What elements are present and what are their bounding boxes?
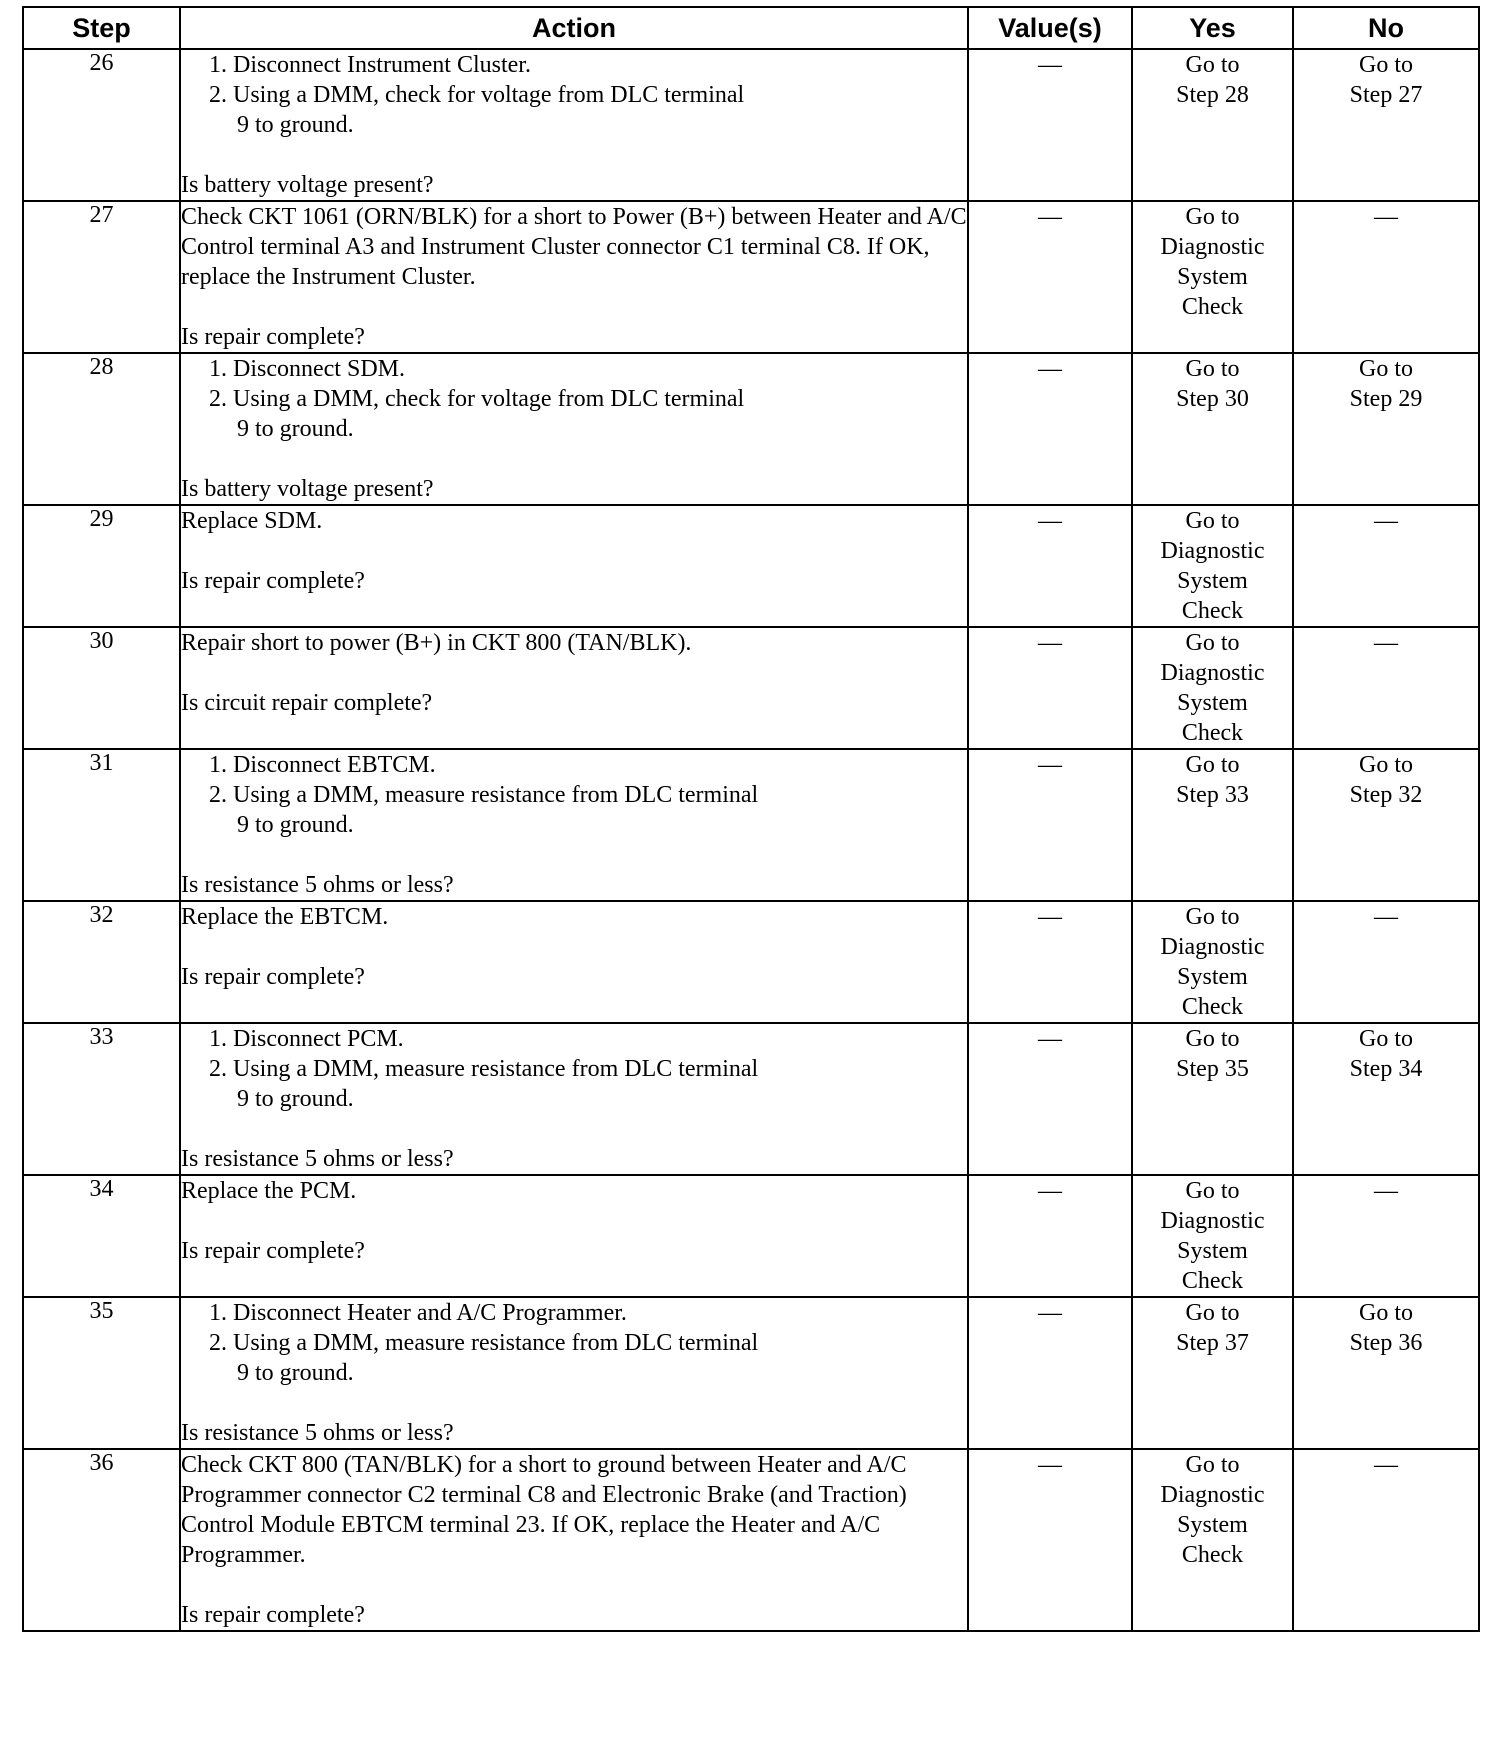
step-number: 30 <box>23 627 180 749</box>
spacer <box>181 292 967 322</box>
no-cell: — <box>1293 505 1479 627</box>
action-step: 2. Using a DMM, check for voltage from DLC terminal 9 to ground. <box>209 384 967 444</box>
value-cell: — <box>968 49 1132 201</box>
step-number: 28 <box>23 353 180 505</box>
table-row <box>23 201 1479 353</box>
action-cell <box>180 901 968 1023</box>
no-cell: — <box>1293 627 1479 749</box>
table-row <box>23 749 1479 901</box>
spacer <box>181 932 967 962</box>
value-cell: — <box>968 749 1132 901</box>
action-cell <box>180 49 968 201</box>
action-step: 1. Disconnect SDM. <box>209 356 405 382</box>
action-question: Is resistance 5 ohms or less? <box>181 872 454 898</box>
action-question: Is repair complete? <box>181 568 365 594</box>
action-step: 2. Using a DMM, measure resistance from DLC terminal 9 to ground. <box>209 1054 967 1114</box>
spacer <box>181 1114 967 1144</box>
step-number: 26 <box>23 49 180 201</box>
action-step-continuation: 9 to ground. <box>237 812 354 838</box>
action-steps <box>181 1024 967 1114</box>
header-row <box>23 7 1479 49</box>
spacer <box>181 840 967 870</box>
value-cell: — <box>968 1449 1132 1631</box>
step-number: 34 <box>23 1175 180 1297</box>
step-number: 35 <box>23 1297 180 1449</box>
table-row <box>23 901 1479 1023</box>
action-step: 2. Using a DMM, measure resistance from DLC terminal 9 to ground. <box>209 1328 967 1388</box>
no-cell: — <box>1293 1449 1479 1631</box>
yes-cell: Go to Step 30 <box>1132 353 1293 505</box>
table-body <box>23 49 1479 1631</box>
action-question: Is repair complete? <box>181 324 365 350</box>
action-question: Is repair complete? <box>181 1238 365 1264</box>
spacer <box>181 536 967 566</box>
action-step: 2. Using a DMM, measure resistance from DLC terminal 9 to ground. <box>209 780 967 840</box>
action-step: 1. Disconnect EBTCM. <box>209 752 436 778</box>
value-cell: — <box>968 353 1132 505</box>
spacer <box>181 1570 967 1600</box>
yes-cell: Go to Diagnostic System Check <box>1132 201 1293 353</box>
action-text: Replace the PCM. <box>181 1178 357 1204</box>
value-cell: — <box>968 1297 1132 1449</box>
action-step: 1. Disconnect PCM. <box>209 1026 404 1052</box>
yes-cell: Go to Diagnostic System Check <box>1132 505 1293 627</box>
action-step-continuation: 9 to ground. <box>237 112 354 138</box>
value-cell: — <box>968 1175 1132 1297</box>
no-cell: Go to Step 29 <box>1293 353 1479 505</box>
step-number: 33 <box>23 1023 180 1175</box>
no-cell: Go to Step 32 <box>1293 749 1479 901</box>
action-step-continuation: 9 to ground. <box>237 1086 354 1112</box>
action-cell <box>180 1449 968 1631</box>
action-text: Check CKT 800 (TAN/BLK) for a short to ground between Heater and A/C Programmer connector C2 terminal C8 and Electronic Brake (and Traction) Control Module EBTCM terminal 23. If OK, replace the Heater and A/C Programmer. <box>181 1452 907 1568</box>
header-action: Action <box>180 7 968 49</box>
table-row <box>23 1449 1479 1631</box>
table-row <box>23 505 1479 627</box>
action-cell <box>180 201 968 353</box>
action-steps <box>181 1298 967 1388</box>
header-yes: Yes <box>1132 7 1293 49</box>
table-row <box>23 49 1479 201</box>
yes-cell: Go to Diagnostic System Check <box>1132 1449 1293 1631</box>
value-cell: — <box>968 505 1132 627</box>
action-step: 1. Disconnect Heater and A/C Programmer. <box>209 1300 627 1326</box>
table-row <box>23 627 1479 749</box>
value-cell: — <box>968 627 1132 749</box>
value-cell: — <box>968 201 1132 353</box>
action-step: 1. Disconnect Instrument Cluster. <box>209 52 531 78</box>
action-cell <box>180 1175 968 1297</box>
yes-cell: Go to Diagnostic System Check <box>1132 1175 1293 1297</box>
spacer <box>181 1206 967 1236</box>
action-text: Replace the EBTCM. <box>181 904 389 930</box>
step-number: 32 <box>23 901 180 1023</box>
no-cell: — <box>1293 901 1479 1023</box>
yes-cell: Go to Step 35 <box>1132 1023 1293 1175</box>
action-question: Is circuit repair complete? <box>181 690 433 716</box>
table-row <box>23 1297 1479 1449</box>
yes-cell: Go to Diagnostic System Check <box>1132 627 1293 749</box>
no-cell: — <box>1293 1175 1479 1297</box>
yes-cell: Go to Step 28 <box>1132 49 1293 201</box>
action-question: Is battery voltage present? <box>181 476 434 502</box>
table-row <box>23 1175 1479 1297</box>
action-question: Is repair complete? <box>181 1602 365 1628</box>
action-text: Check CKT 1061 (ORN/BLK) for a short to Power (B+) between Heater and A/C Control terminal A3 and Instrument Cluster connector C1 terminal C8. If OK, replace the Instrument Cluster. <box>181 204 967 290</box>
no-cell: Go to Step 36 <box>1293 1297 1479 1449</box>
action-step: 2. Using a DMM, check for voltage from DLC terminal 9 to ground. <box>209 80 967 140</box>
table-row <box>23 353 1479 505</box>
yes-cell: Go to Step 33 <box>1132 749 1293 901</box>
spacer <box>181 444 967 474</box>
diagnostic-table <box>22 6 1480 1632</box>
action-question: Is battery voltage present? <box>181 172 434 198</box>
action-question: Is resistance 5 ohms or less? <box>181 1146 454 1172</box>
value-cell: — <box>968 901 1132 1023</box>
action-steps <box>181 750 967 840</box>
action-step-continuation: 9 to ground. <box>237 1360 354 1386</box>
action-cell <box>180 505 968 627</box>
step-number: 29 <box>23 505 180 627</box>
table-row <box>23 1023 1479 1175</box>
page <box>22 6 1478 1632</box>
yes-cell: Go to Diagnostic System Check <box>1132 901 1293 1023</box>
action-question: Is resistance 5 ohms or less? <box>181 1420 454 1446</box>
header-no: No <box>1293 7 1479 49</box>
no-cell: — <box>1293 201 1479 353</box>
step-number: 27 <box>23 201 180 353</box>
step-number: 31 <box>23 749 180 901</box>
no-cell: Go to Step 34 <box>1293 1023 1479 1175</box>
action-text: Repair short to power (B+) in CKT 800 (TAN/BLK). <box>181 630 692 656</box>
header-step: Step <box>23 7 180 49</box>
header-values: Value(s) <box>968 7 1132 49</box>
spacer <box>181 658 967 688</box>
spacer <box>181 1388 967 1418</box>
action-cell <box>180 627 968 749</box>
action-cell <box>180 1297 968 1449</box>
action-text: Replace SDM. <box>181 508 323 534</box>
value-cell: — <box>968 1023 1132 1175</box>
action-cell <box>180 1023 968 1175</box>
action-question: Is repair complete? <box>181 964 365 990</box>
action-cell <box>180 749 968 901</box>
action-step-continuation: 9 to ground. <box>237 416 354 442</box>
action-steps <box>181 354 967 444</box>
action-cell <box>180 353 968 505</box>
action-steps <box>181 50 967 140</box>
step-number: 36 <box>23 1449 180 1631</box>
no-cell: Go to Step 27 <box>1293 49 1479 201</box>
yes-cell: Go to Step 37 <box>1132 1297 1293 1449</box>
spacer <box>181 140 967 170</box>
